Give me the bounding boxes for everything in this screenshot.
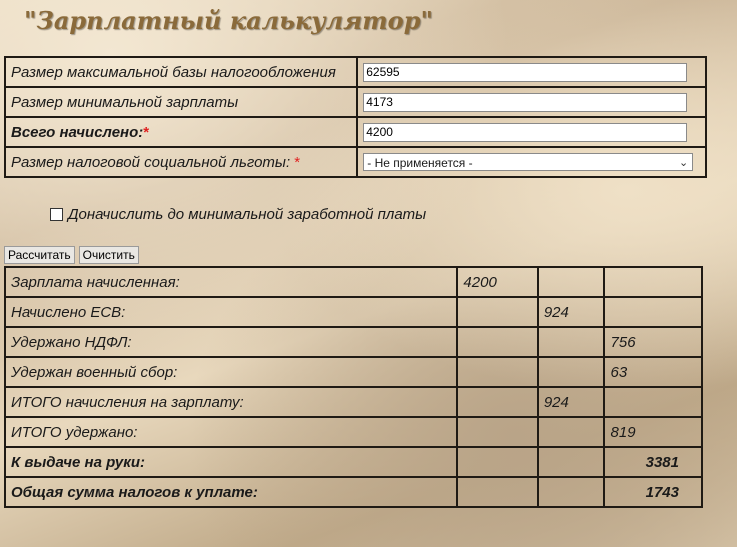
total-accrued-input[interactable]	[363, 123, 687, 142]
table-row	[5, 477, 702, 507]
result-cell: 4200	[457, 267, 537, 297]
max-base-input[interactable]	[363, 63, 687, 82]
form-row-social	[5, 147, 706, 177]
min-salary-label: Размер минимальной зарплаты	[5, 87, 357, 117]
result-cell	[457, 387, 537, 417]
result-cell	[538, 267, 604, 297]
results-table	[4, 266, 703, 508]
clear-button[interactable]: Очистить	[79, 246, 139, 264]
table-row	[5, 267, 702, 297]
min-salary-checkbox-row	[50, 206, 426, 223]
result-cell: 63	[604, 357, 702, 387]
social-benefit-select[interactable]	[363, 153, 693, 171]
result-cell	[457, 357, 537, 387]
result-label: Общая сумма налогов к уплате:	[5, 477, 457, 507]
result-cell: 756	[604, 327, 702, 357]
result-cell	[457, 447, 537, 477]
social-label-cell	[5, 147, 357, 177]
result-cell: 924	[538, 387, 604, 417]
result-cell	[604, 267, 702, 297]
table-row	[5, 447, 702, 477]
result-label: ИТОГО начисления на зарплату:	[5, 387, 457, 417]
input-form-table	[4, 56, 707, 178]
result-label: Удержан военный сбор:	[5, 357, 457, 387]
result-label: Зарплата начисленная:	[5, 267, 457, 297]
table-row	[5, 327, 702, 357]
table-row	[5, 297, 702, 327]
result-label: Начислено ЕСВ:	[5, 297, 457, 327]
social-benefit-selected: - Не применяется -	[367, 156, 473, 170]
page-title: "Зарплатный калькулятор"	[24, 6, 433, 35]
form-row-max-base	[5, 57, 706, 87]
required-marker: *	[143, 123, 150, 141]
result-cell	[457, 417, 537, 447]
result-cell	[538, 327, 604, 357]
min-salary-input[interactable]	[363, 93, 687, 112]
social-label: Размер налоговой социальной льготы:	[11, 153, 291, 171]
result-cell: 3381	[604, 447, 702, 477]
result-cell	[538, 357, 604, 387]
result-label: К выдаче на руки:	[5, 447, 457, 477]
table-row	[5, 387, 702, 417]
chevron-down-icon: ⌄	[679, 157, 689, 169]
result-cell	[604, 297, 702, 327]
min-salary-checkbox-label: Доначислить до минимальной заработной платы	[68, 206, 427, 223]
calculate-button[interactable]: Рассчитать	[4, 246, 75, 264]
min-salary-checkbox[interactable]	[50, 208, 63, 221]
result-cell: 924	[538, 297, 604, 327]
result-cell	[457, 297, 537, 327]
table-row	[5, 417, 702, 447]
result-cell	[457, 327, 537, 357]
table-row	[5, 357, 702, 387]
total-label: Всего начислено:	[11, 123, 144, 141]
form-row-min-salary	[5, 87, 706, 117]
result-label: ИТОГО удержано:	[5, 417, 457, 447]
required-marker: *	[294, 153, 301, 171]
result-cell: 819	[604, 417, 702, 447]
result-cell	[538, 477, 604, 507]
result-cell	[457, 477, 537, 507]
max-base-label: Размер максимальной базы налогообложения	[5, 57, 357, 87]
result-label: Удержано НДФЛ:	[5, 327, 457, 357]
result-cell	[538, 417, 604, 447]
action-buttons	[4, 246, 139, 264]
result-cell: 1743	[604, 477, 702, 507]
result-cell	[604, 387, 702, 417]
total-label-cell	[5, 117, 357, 147]
result-cell	[538, 447, 604, 477]
form-row-total	[5, 117, 706, 147]
